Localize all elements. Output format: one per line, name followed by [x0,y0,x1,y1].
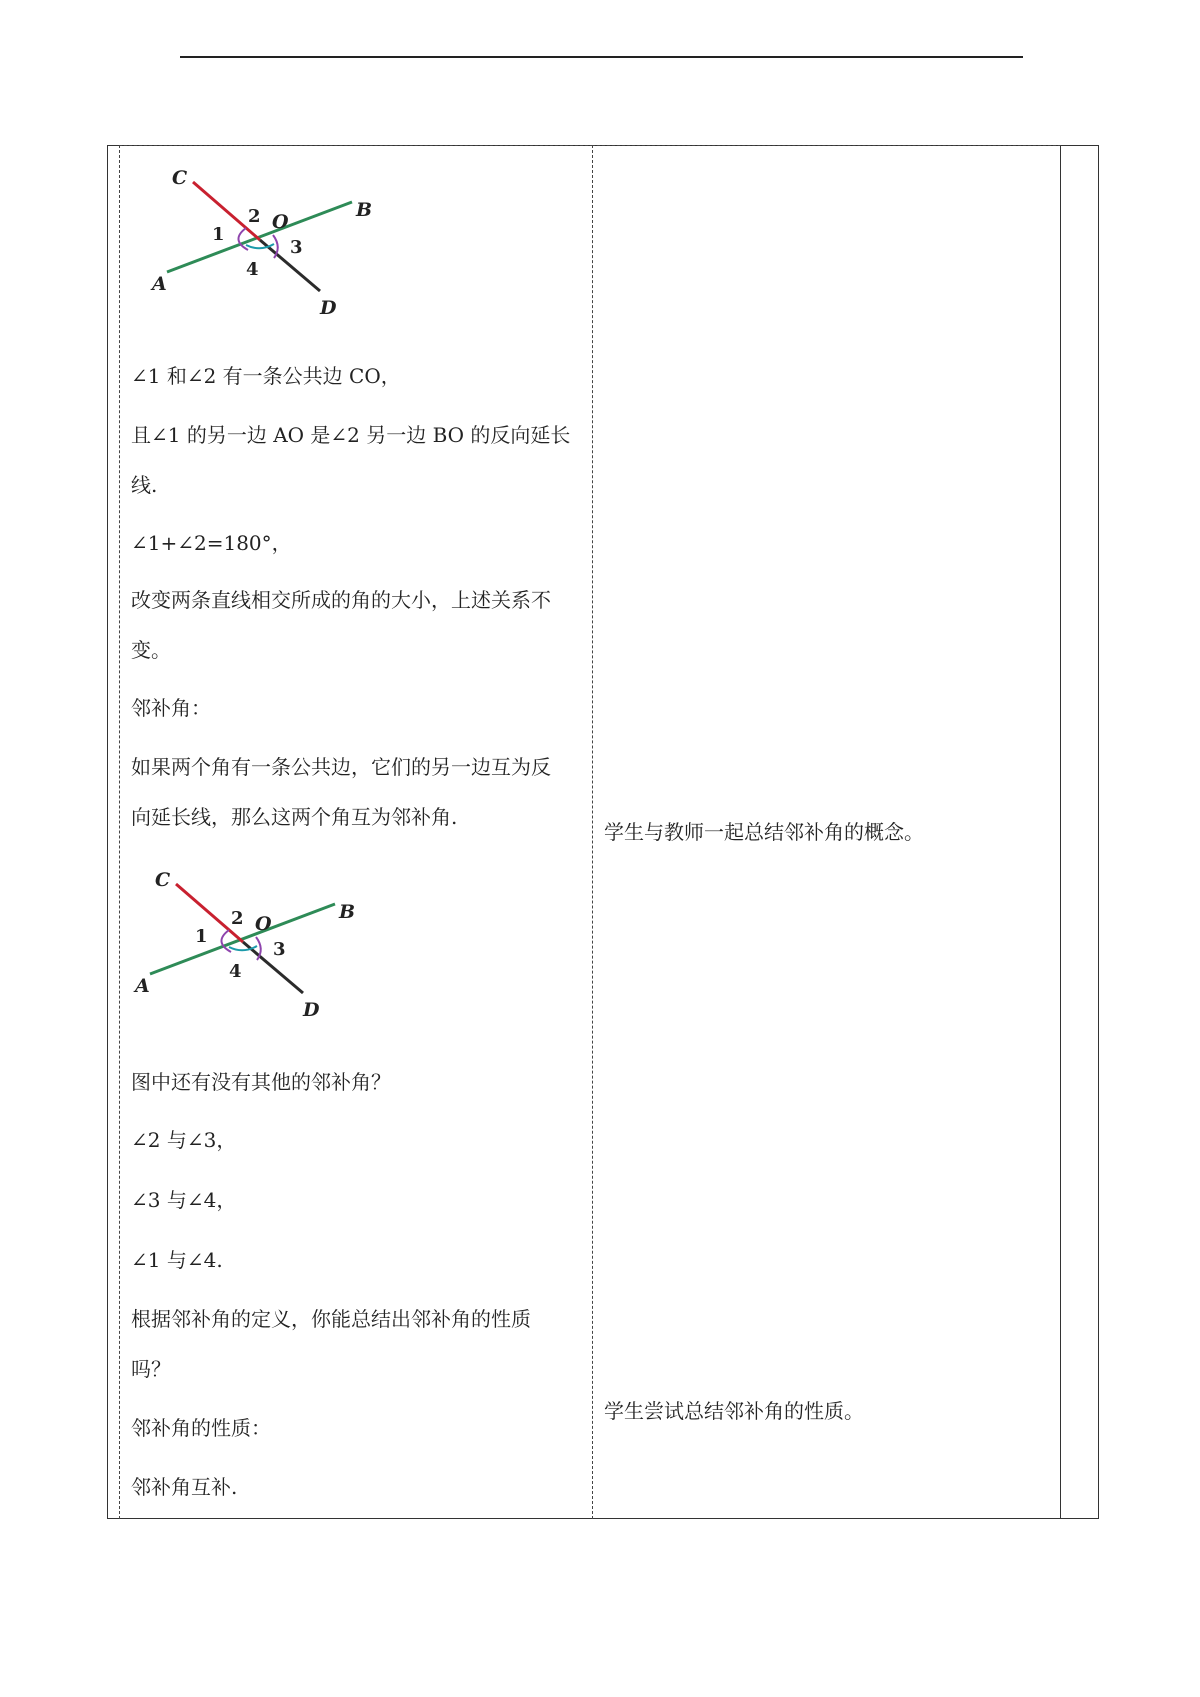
arc-angle-3 [273,235,278,258]
intersecting-lines-diagram [150,160,390,320]
text-definition-2: 向延长线，那么这两个角互为邻补角. [131,805,458,829]
angle-label-3: 3 [273,939,286,960]
angle-label-3: 3 [290,237,303,258]
text-adjacent-heading: 邻补角： [131,696,211,720]
label-o: O [255,913,272,935]
text-property-question-2: 吗？ [131,1357,171,1381]
text-property-question-1: 根据邻补角的定义，你能总结出邻补角的性质 [131,1307,531,1331]
label-a: A [152,273,167,295]
header-rule [180,56,1023,58]
angle-label-4: 4 [229,961,242,982]
intersecting-lines-diagram-repeat [133,862,373,1022]
text-relation-unchanged-1: 改变两条直线相交所成的角的大小，上述关系不 [131,588,551,612]
text-common-side: ∠1 和∠2 有一条公共边 CO， [131,364,401,388]
text-reverse-extension-1: 且∠1 的另一边 AO 是∠2 另一边 BO 的反向延长 [131,423,571,447]
angle-label-4: 4 [246,259,259,280]
text-pair-2-3: ∠2 与∠3， [131,1128,237,1152]
arc-angle-1-2 [221,930,231,952]
angle-figure-top [150,160,390,320]
angle-figure-bottom [133,862,373,1022]
text-definition-1: 如果两个角有一条公共边，它们的另一边互为反 [131,755,551,779]
label-b: B [356,199,373,221]
label-a: A [135,975,150,997]
text-other-adjacent-question: 图中还有没有其他的邻补角？ [131,1070,391,1094]
label-c: C [172,167,188,189]
text-pair-3-4: ∠3 与∠4， [131,1188,237,1212]
label-o: O [272,211,289,233]
angle-label-1: 1 [195,926,208,947]
label-d: D [320,297,337,319]
text-relation-unchanged-2: 变。 [131,638,171,662]
angle-label-1: 1 [212,224,225,245]
student-note-property: 学生尝试总结邻补角的性质。 [604,1399,864,1423]
angle-label-2: 2 [231,908,244,929]
text-property-statement: 邻补角互补. [131,1475,238,1499]
label-b: B [339,901,356,923]
label-d: D [303,999,320,1021]
text-reverse-extension-2: 线. [131,473,158,497]
text-property-heading: 邻补角的性质： [131,1416,271,1440]
student-note-concept: 学生与教师一起总结邻补角的概念。 [604,820,924,844]
arc-angle-1-2 [238,228,248,250]
angle-label-2: 2 [248,206,261,227]
label-c: C [155,869,171,891]
text-angle-sum: ∠1+∠2=180°， [131,531,292,555]
text-pair-1-4: ∠1 与∠4. [131,1248,223,1272]
arc-angle-3 [256,937,261,960]
